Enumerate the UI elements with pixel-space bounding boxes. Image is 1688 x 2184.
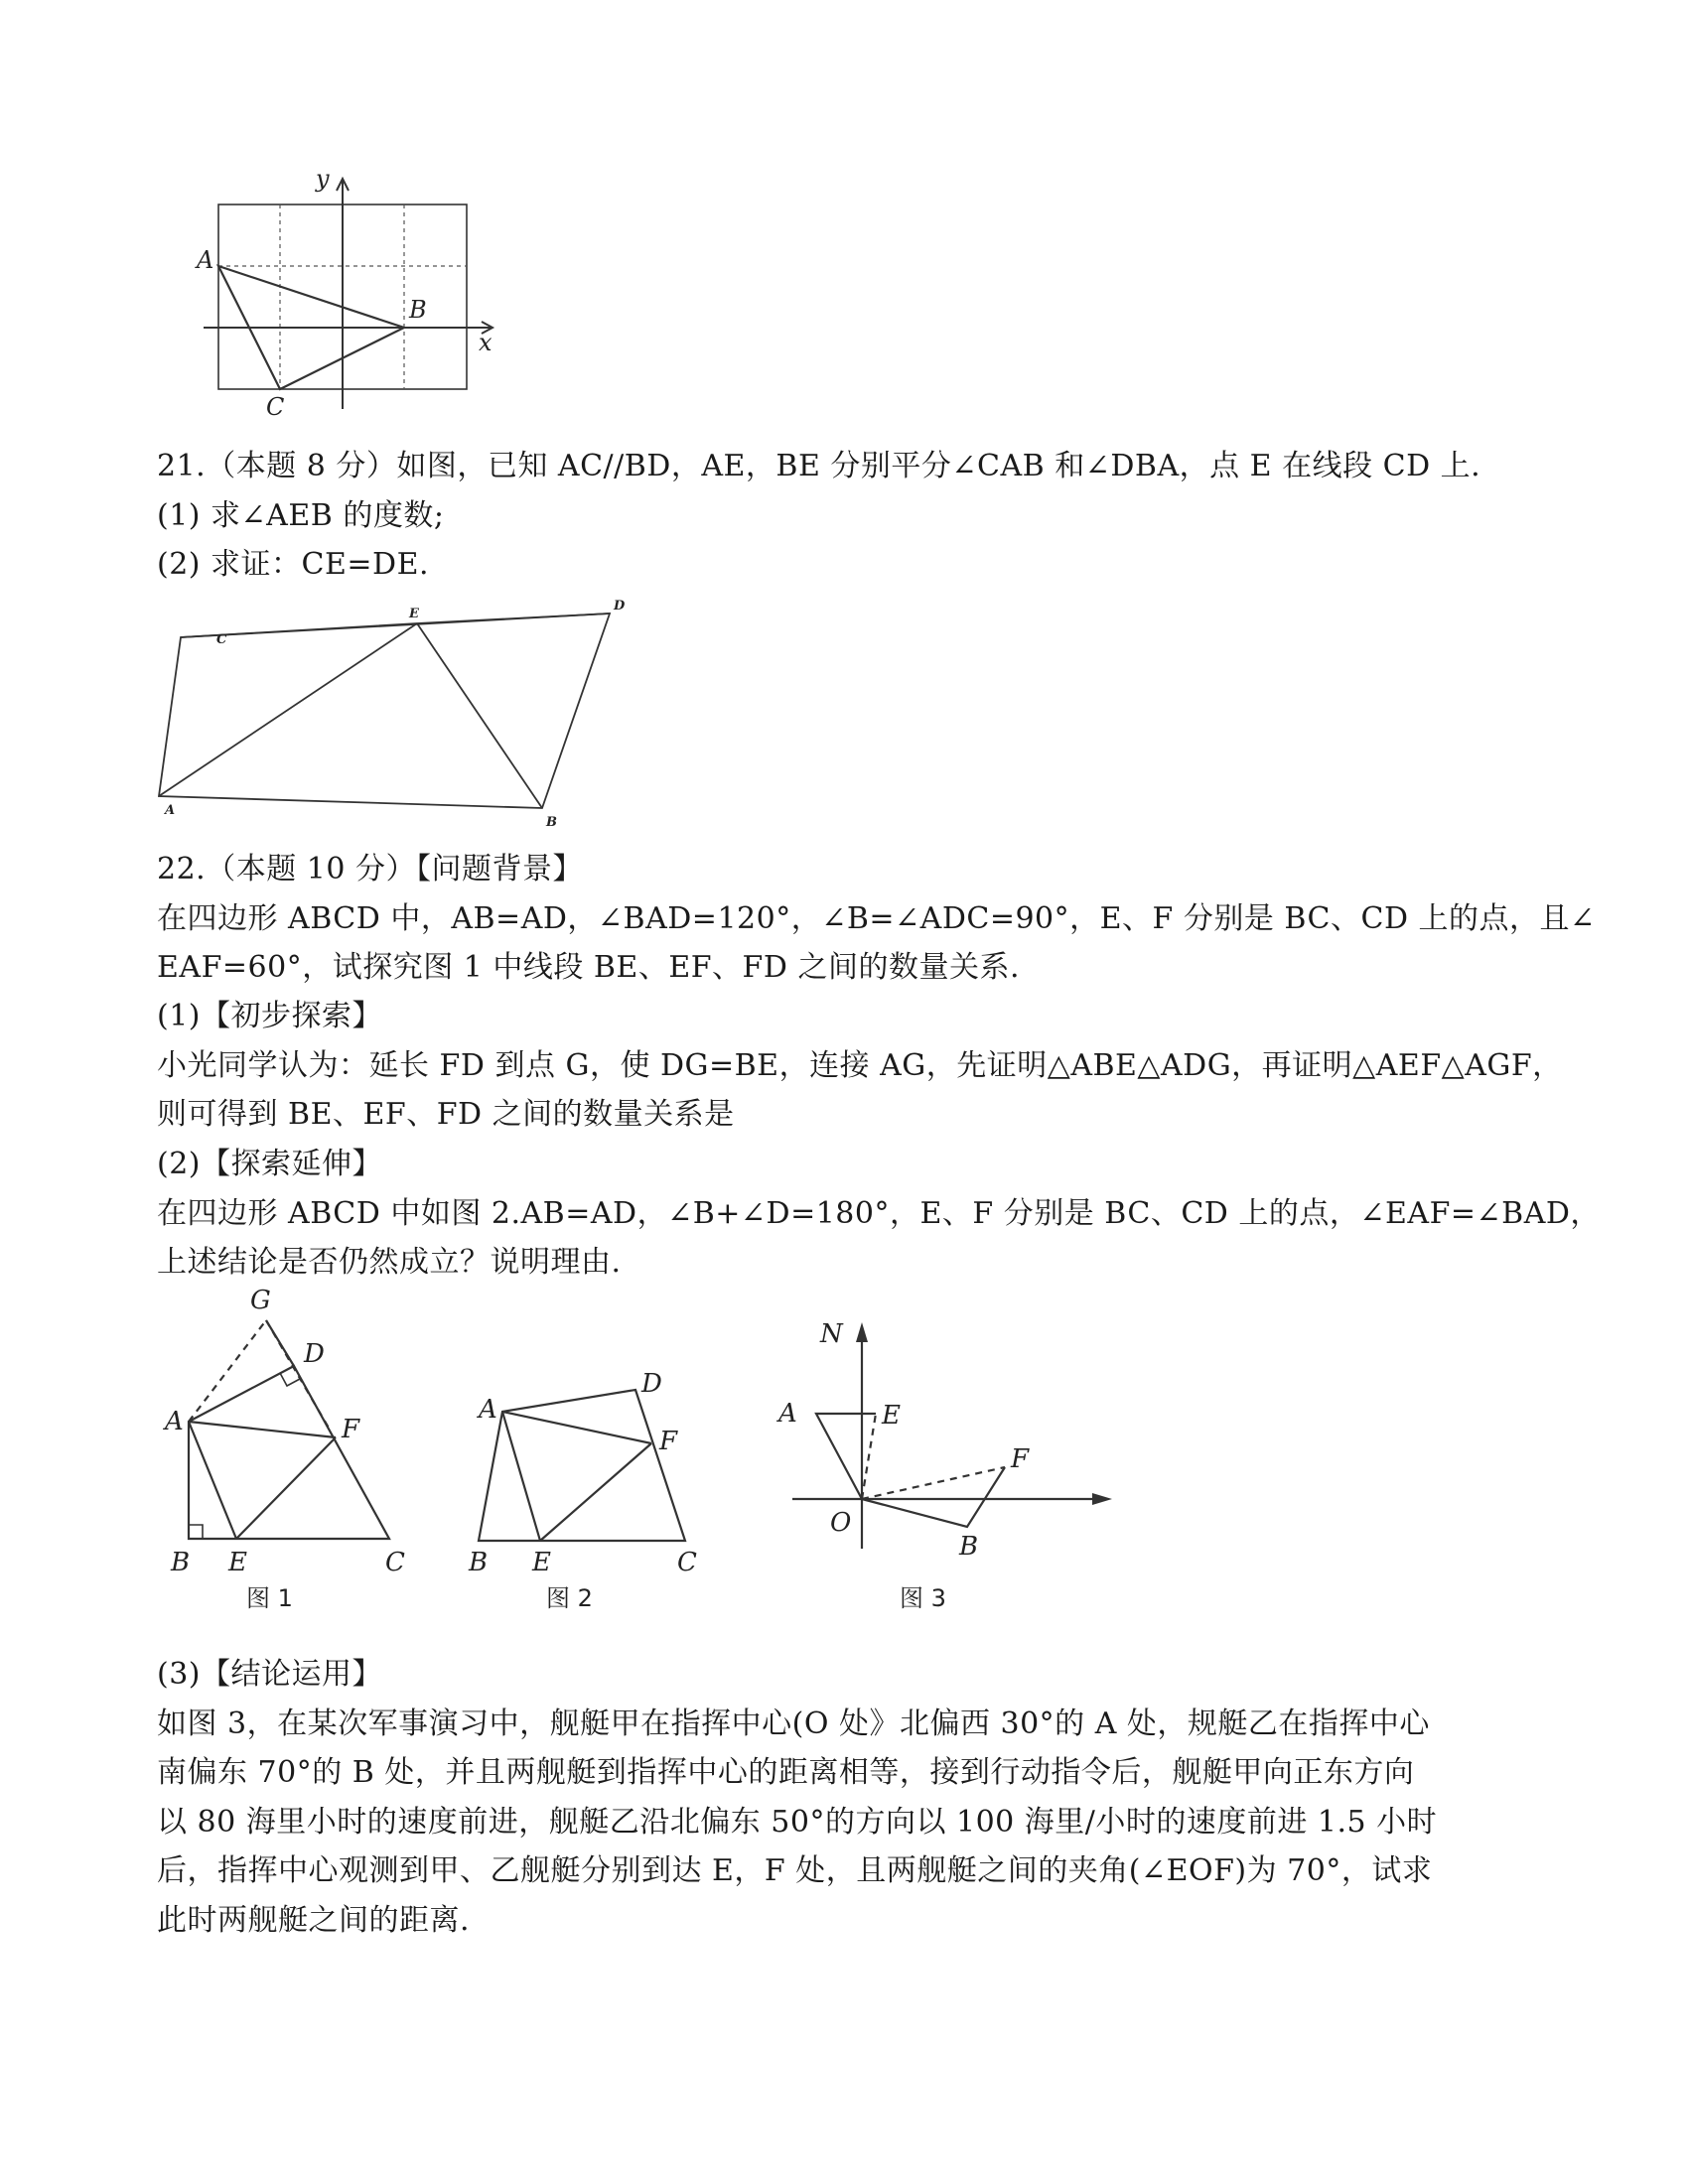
q22-part3-text-3: 以 80 海里小时的速度前进，舰艇乙沿北偏东 50°的方向以 100 海里/小时的速度前进 1.5 小时 xyxy=(157,1805,1438,1840)
q22-part2-text-2: 上述结论是否仍然成立？说明理由. xyxy=(157,1245,622,1280)
fig1-label-e: E xyxy=(228,1548,247,1577)
q22-part3-heading: (3)【结论运用】 xyxy=(157,1657,382,1692)
fig2-caption: 图 2 xyxy=(546,1584,593,1612)
q21-statement: 21.（本题 8 分）如图，已知 AC//BD，AE，BE 分别平分∠CAB 和∠DBA，点 E 在线段 CD 上. xyxy=(157,449,1481,483)
q22-part1-text-2: 则可得到 BE、EF、FD 之间的数量关系是 xyxy=(157,1097,735,1132)
fig1-label-g: G xyxy=(250,1286,271,1315)
fig3-label-o: O xyxy=(830,1508,852,1538)
fig1-label-b: B xyxy=(171,1548,191,1577)
q22-part1-text-1: 小光同学认为：延长 FD 到点 G，使 DG=BE，连接 AG，先证明△ABE△ADG，再证明△AEF△AGF， xyxy=(157,1048,1563,1083)
fig1-label-a: A xyxy=(165,1407,184,1436)
q21-part1: (1) 求∠AEB 的度数; xyxy=(157,498,445,533)
q22-part3-text-2: 南偏东 70°的 B 处，并且两舰艇到指挥中心的距离相等，接到行动指令后，舰艇甲向正东方向 xyxy=(157,1755,1415,1790)
q22-part1-heading: (1)【初步探索】 xyxy=(157,999,382,1033)
q22-figure-3 xyxy=(765,1310,1122,1612)
point-c-label: C xyxy=(266,393,285,421)
q22-figure-1 xyxy=(159,1281,417,1612)
q21-part2: (2) 求证：CE=DE. xyxy=(157,547,430,582)
fig3-label-e: E xyxy=(882,1401,901,1431)
q22-background-2: EAF=60°，试探究图 1 中线段 BE、EF、FD 之间的数量关系. xyxy=(157,950,1020,985)
q22-part2-text-1: 在四边形 ABCD 中如图 2.AB=AD，∠B+∠D=180°，E、F 分别是 BC、CD 上的点，∠EAF=∠BAD， xyxy=(157,1196,1601,1231)
q22-part3-text-5: 此时两舰艇之间的距离. xyxy=(157,1903,471,1938)
fig2-label-c: C xyxy=(677,1548,697,1577)
y-axis-label: y xyxy=(316,165,330,193)
fig3-label-a: A xyxy=(778,1399,797,1429)
fig1-label-d: D xyxy=(304,1339,325,1369)
fig1-caption: 图 1 xyxy=(246,1584,293,1612)
fig2-label-a: A xyxy=(479,1395,497,1425)
q22-part3-text-1: 如图 3，在某次军事演习中，舰艇甲在指挥中心(O 处》北偏西 30°的 A 处，规艇乙在指挥中心 xyxy=(157,1706,1430,1741)
q22-background-1: 在四边形 ABCD 中，AB=AD，∠BAD=120°，∠B=∠ADC=90°，E、F 分别是 BC、CD 上的点，且∠ xyxy=(157,901,1596,936)
fig3-caption: 图 3 xyxy=(900,1584,946,1612)
fig3-label-f: F xyxy=(1011,1444,1030,1474)
x-axis-label: x xyxy=(479,329,492,356)
fig2-label-f: F xyxy=(659,1427,678,1456)
fig3-label-n: N xyxy=(820,1319,843,1349)
q22-heading: 22.（本题 10 分）【问题背景】 xyxy=(157,852,583,887)
q21-label-c: C xyxy=(216,632,227,647)
q22-part3-text-4: 后，指挥中心观测到甲、乙舰艇分别到达 E，F 处，且两舰艇之间的夹角(∠EOF)为 70°，试求 xyxy=(157,1853,1433,1888)
q21-label-e: E xyxy=(409,607,419,621)
q22-part2-heading: (2)【探索延伸】 xyxy=(157,1147,382,1181)
point-b-label: B xyxy=(409,296,427,324)
q22-figure-2 xyxy=(457,1281,715,1612)
q21-figure xyxy=(159,596,635,834)
fig1-label-c: C xyxy=(385,1548,405,1577)
q21-label-b: B xyxy=(546,815,557,830)
coordinate-figure xyxy=(197,165,516,427)
fig1-label-f: F xyxy=(342,1415,360,1444)
fig2-label-b: B xyxy=(469,1548,489,1577)
point-a-label: A xyxy=(197,246,214,274)
fig2-label-e: E xyxy=(532,1548,551,1577)
fig3-label-b: B xyxy=(959,1532,979,1562)
fig2-label-d: D xyxy=(641,1369,662,1399)
q21-label-a: A xyxy=(165,803,176,818)
q21-label-d: D xyxy=(614,599,626,614)
